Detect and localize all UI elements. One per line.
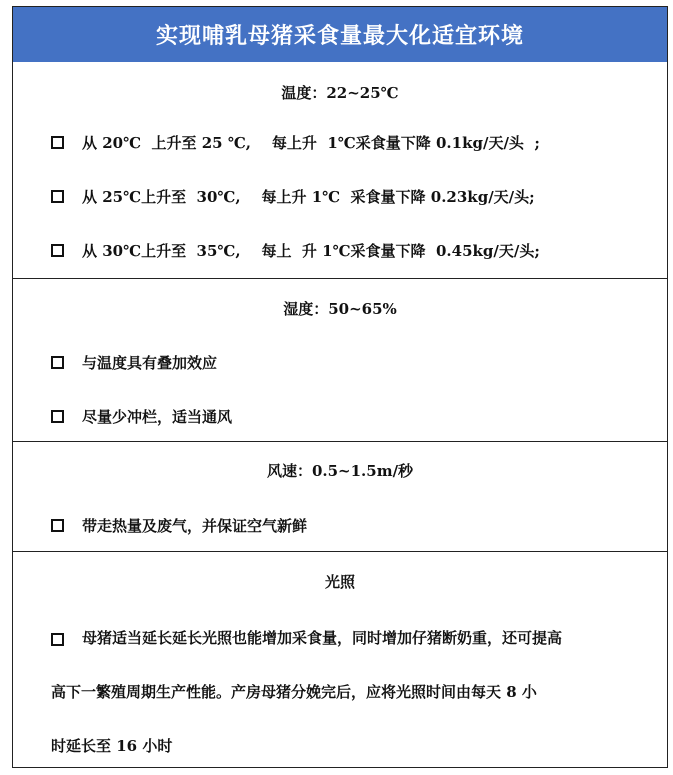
section-heading: 风速：0.5~1.5m/秒: [266, 462, 414, 480]
section-heading: 湿度：50~65%: [283, 300, 397, 318]
list-item: [51, 132, 657, 153]
list-item: [51, 515, 657, 536]
checkbox-bullet-icon: [51, 136, 64, 149]
list-item-text: 从 30℃上升至 35℃, 每上 升 1℃采食量下降 0.45kg/天/头;: [82, 242, 540, 260]
paragraph-line: 高下一繁殖周期生产性能。产房母猪分娩完后，应将光照时间由每天 8 小: [51, 683, 537, 701]
paragraph: [51, 611, 657, 773]
content-frame: [12, 6, 668, 768]
checkbox-bullet-icon: [51, 633, 64, 646]
list-item: [51, 186, 657, 207]
section-heading: 温度：22~25℃: [281, 84, 399, 102]
checkbox-bullet-icon: [51, 519, 64, 532]
list-item-text: 与温度具有叠加效应: [82, 354, 218, 372]
checkbox-bullet-icon: [51, 190, 64, 203]
section-lighting: [13, 551, 667, 768]
checkbox-bullet-icon: [51, 410, 64, 423]
list-item-text: 从 25℃上升至 30℃, 每上升 1℃ 采食量下降 0.23kg/天/头;: [82, 188, 535, 206]
paragraph-line: [51, 611, 657, 665]
list-item-text: 尽量少冲栏，适当通风: [82, 408, 233, 426]
checkbox-bullet-icon: [51, 244, 64, 257]
section-humidity: [13, 278, 667, 441]
section-heading: 光照: [324, 573, 355, 591]
list-item-text: 从 20℃ 上升至 25 ℃, 每上升 1℃采食量下降 0.1kg/天/头 ;: [82, 134, 540, 152]
page-title: 实现哺乳母猪采食量最大化适宜环境: [13, 7, 667, 62]
list-item: [51, 406, 657, 427]
paragraph-text: 母猪适当延长延长光照也能增加采食量，同时增加仔猪断奶重，还可提高: [82, 629, 563, 647]
section-wind-speed: [13, 441, 667, 551]
paragraph-line: 时延长至 16 小时: [51, 737, 173, 755]
list-item: [51, 352, 657, 373]
list-item-text: 带走热量及废气，并保证空气新鲜: [82, 517, 308, 535]
section-temperature: [13, 62, 667, 278]
list-item: [51, 240, 657, 261]
checkbox-bullet-icon: [51, 356, 64, 369]
